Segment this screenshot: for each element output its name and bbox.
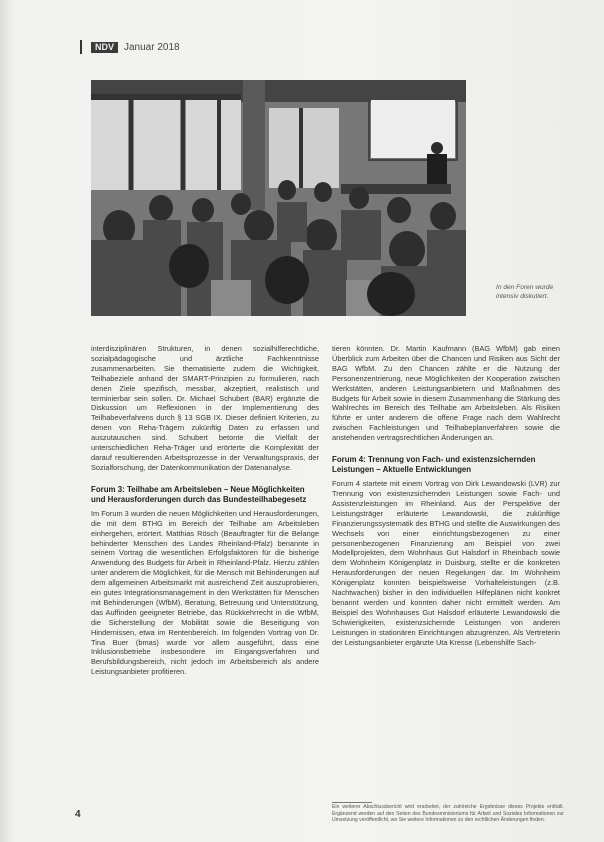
header-rule [80, 40, 82, 54]
journal-badge: NDV [91, 42, 118, 53]
paragraph: Im Forum 3 wurden die neuen Möglichkeiten und Herausforderungen, die mit dem BTHG im Bereich der Teilhabe am Arbeitsleben einhergehen, erörtert. Matthias Rösch (Beauftragter für die Belange behinderter Menschen des Landes Rheinland-Pfalz) benannte in seinem Vortrag die wesentlichen Erfolgsfaktoren für die bisherige Anwendung des Budgets für Arbeit in Rheinland-Pfalz. Hierzu zählen unter anderem die Möglichkeit, für die Mensch mit Behinderungen auf dem allgemeinen Arbeitsmarkt mit ausreichend Zeit auszuprobieren, ein gutes Integrationsmanagement in den Werkstätten für Menschen mit Behinderungen (WfbM), Beratung, Betreuung und Unterstützung, das Auffinden geeigneter Betriebe, das Rückkehrrecht in die WfbM, die Sicherstellung der Mobilität sowie die Beseitigung von Hindernissen, etwa im Rentenbereich. Im folgenden Vortrag von Dr. Tina Buer (bmas) wurde vor allem ausgeführt, dass eine Inklusionsbetriebe insbesondere im Eingangsverfahren und Berufsbildungsbereich, nicht jedoch im Arbeitsbereich als andere Leistungsanbieter profitieren. [91, 508, 320, 677]
paragraph: tieren könnten. Dr. Martin Kaufmann (BAG WfbM) gab einen Überblick zum Arbeiten über die Chancen und Risiken aus Sicht der BAG WfbM. Zu den Chancen zählte er die Nutzung der Personenzentrierung, neue Möglichkeiten der Kooperation zwischen Werkstätten, anderen Leistungsanbietern und Maßnahmen des Budgets für Arbeit sowie in diesem Zusammenhang die Stärkung des Wahlrechts im Bereich des Teilhabe am Arbeitsleben. Als Risiken führte er unter anderem die offene Frage nach dem Wahlrecht zwischen Fachleistungen und Teilhabeplanverfahren sowie die anstehenden vertragsrechtlichen Änderungen an. [332, 344, 560, 443]
page-number: 4 [75, 809, 81, 820]
footnote-rule [332, 802, 372, 803]
paragraph: interdisziplinären Strukturen, in denen sozialhilferechtliche, sozialpädagogische und ärztliche Fachkenntnisse zusammenarbeiten. Sie thematisierte zudem die Wichtigkeit, Teilhabeziele anhand der SMART-Prinzipien zu formulieren, nach denen Ziele spezifisch, messbar, akzeptiert, realistisch und terminierbar sein sollen. Dr. Michael Schubert (BAR) ergänzte die Diskussion um Reflexionen in der Implementierung des Teilhabeverfahrens durch § 13 SGB IX. Dieser definiert Kriterien, zu denen von Reha-Trägern zukünftig Daten zu erfassen und auszutauschen sind. Schubert betonte die Vielfalt der unterschiedlichen Reha-Träger und erörterte die Komplexität der darauf resultierenden Arbeitsprozesse in der Verwaltungspraxis, der Sozialforschung, der Datenkommunikation der Datenanalyse. [91, 344, 319, 472]
conference-photo [91, 80, 466, 316]
paragraph: Forum 4 startete mit einem Vortrag von Dirk Lewandowski (LVR) zur Trennung von existenzsichernden Leistungen sowie Fach- und Assistenzleistungen im Rheinland. Aus der Perspektive der Leistungsträger erläuterte Lewandowski, die zukünftige Finanzierungssystematik des BTHG und stellte die Auswirkungen des Wechsels von einer einrichtungsbezogenen zu einer personenbezogenen Finanzierung am Beispiel von zwei Modellprojekten, dem Wohnhaus Gut Halsdorf in Rheinbach sowie dem Wohnheim Königenplatz in Duisburg, stellte er die konkreten Herausforderungen der neuen Regelungen dar. Im Wohnheim Königenplatz konnten beispielsweise Vorhalteleistungen (z.B. Nachtwachen) bisher in den individuellen Hilfeplänen nicht konkret benannt werden und konnten daher nicht ermittelt werden. Am Beispiel des Wohnhauses Gut Halsdorf erläuterte Lewandowski die Schwierigkeiten, existenzsichernde Leistungen von anderen Leistungen in stationären Einrichtungen abzugrenzen. Als Vertreterin der Leistungsanbieter ergänzte Uta Kresse (Lebenshilfe Sach- [332, 479, 560, 647]
photo-caption: In den Foren wurde intensiv diskutiert. [496, 284, 554, 300]
section-heading-forum-4: Forum 4: Trennung von Fach- und existenzsichernden Leistungen – Aktuelle Entwicklungen [332, 455, 536, 475]
section-heading-forum-3: Forum 3: Teilhabe am Arbeitsleben – Neue Möglichkeiten und Herausforderungen durch das Bundesteilhabegesetz [91, 484, 307, 504]
conference-photo-illustration [91, 80, 466, 316]
text-column-left [91, 344, 319, 677]
issue-date: Januar 2018 [124, 42, 180, 53]
footnote: Ein weiterer Abschlussbericht wird erarbeitet, der zahlreiche Ergebnisse dieses Projekts enthält. Ergänzend werden auf den Seiten des Bundesministeriums für Arbeit und Soziales Informationen zur Umsetzung veröffentlicht, wo Sie weitere Informationen zu den rechtlichen Änderungen finden. [332, 804, 564, 824]
text-column-right [332, 344, 560, 647]
